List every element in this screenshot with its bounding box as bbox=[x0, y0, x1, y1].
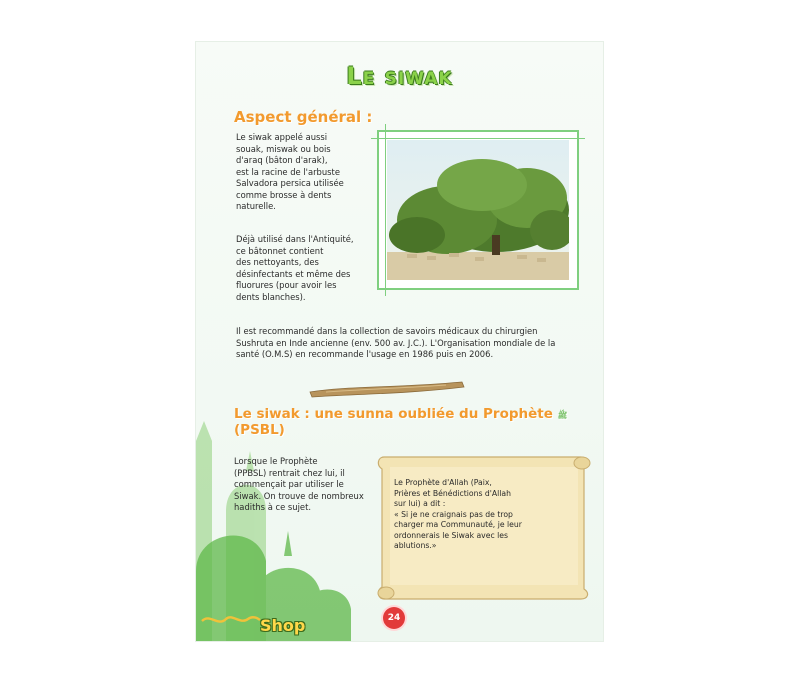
text-line: Siwak. On trouve de nombreux bbox=[234, 490, 364, 501]
paragraph-prophet-habit bbox=[234, 456, 364, 514]
paragraph-definition bbox=[236, 132, 344, 213]
text-line: dents blanches). bbox=[236, 291, 306, 302]
text-line: Salvadora persica utilisée bbox=[236, 178, 344, 188]
quote-line: ablutions.» bbox=[394, 541, 437, 550]
text-line: naturelle. bbox=[236, 201, 276, 211]
page-number-badge: 24 bbox=[383, 607, 405, 629]
text-line: souak, miswak ou bois bbox=[236, 143, 331, 154]
arak-tree-photo bbox=[387, 140, 569, 280]
quote-line: sur lui) a dit : bbox=[394, 499, 446, 508]
text-line: (PPBSL) rentrait chez lui, il bbox=[234, 467, 345, 478]
text-line: commençait par utiliser le bbox=[234, 479, 344, 489]
sunna-heading-text: Le siwak : une sunna oubliée du Prophète bbox=[234, 406, 553, 422]
tree-photo-frame bbox=[377, 130, 579, 290]
paragraph-history bbox=[236, 326, 555, 361]
quote-line: Prières et Bénédictions d'Allah bbox=[394, 488, 512, 498]
text-line: comme brosse à dents bbox=[236, 189, 332, 200]
quote-line: « Si je ne craignais pas de trop bbox=[394, 509, 513, 519]
hadith-quote bbox=[394, 478, 554, 552]
text-line: des nettoyants, des bbox=[236, 257, 319, 267]
sunna-heading-suffix: (PSBL) bbox=[234, 422, 285, 438]
text-line: ce bâtonnet contient bbox=[236, 245, 324, 256]
quote-line: Le Prophète d'Allah (Paix, bbox=[394, 478, 492, 487]
text-line: Le siwak appelé aussi bbox=[236, 132, 328, 142]
honorific-symbol: ﷺ bbox=[557, 411, 568, 420]
text-line: fluorures (pour avoir les bbox=[236, 280, 337, 290]
shop-logo-text: Shop bbox=[260, 616, 306, 635]
page-title: Le siwak bbox=[346, 62, 453, 90]
book-page bbox=[196, 42, 603, 641]
text-line: Sushruta en Inde ancienne (env. 500 av. J.C.). L'Organisation mondiale de la bbox=[236, 337, 556, 348]
text-line: est la racine de l'arbuste bbox=[236, 166, 340, 177]
quote-line: ordonnerais le Siwak avec les bbox=[394, 530, 508, 540]
paragraph-antiquity bbox=[236, 234, 354, 303]
text-line: Il est recommandé dans la collection de savoirs médicaux du chirurgien bbox=[236, 326, 538, 336]
text-line: désinfectants et même des bbox=[236, 268, 351, 279]
quote-line: charger ma Communauté, je leur bbox=[394, 520, 522, 529]
text-line: santé (O.M.S) en recommande l'usage en 1986 puis en 2006. bbox=[236, 349, 494, 359]
section-heading-aspect: Aspect général : bbox=[234, 108, 373, 126]
text-line: Déjà utilisé dans l'Antiquité, bbox=[236, 234, 354, 244]
shop-logo-swirl-icon bbox=[200, 611, 262, 627]
text-line: d'araq (bâton d'arak), bbox=[236, 155, 328, 165]
text-line: hadiths à ce sujet. bbox=[234, 502, 312, 512]
text-line: Lorsque le Prophète bbox=[234, 456, 318, 466]
